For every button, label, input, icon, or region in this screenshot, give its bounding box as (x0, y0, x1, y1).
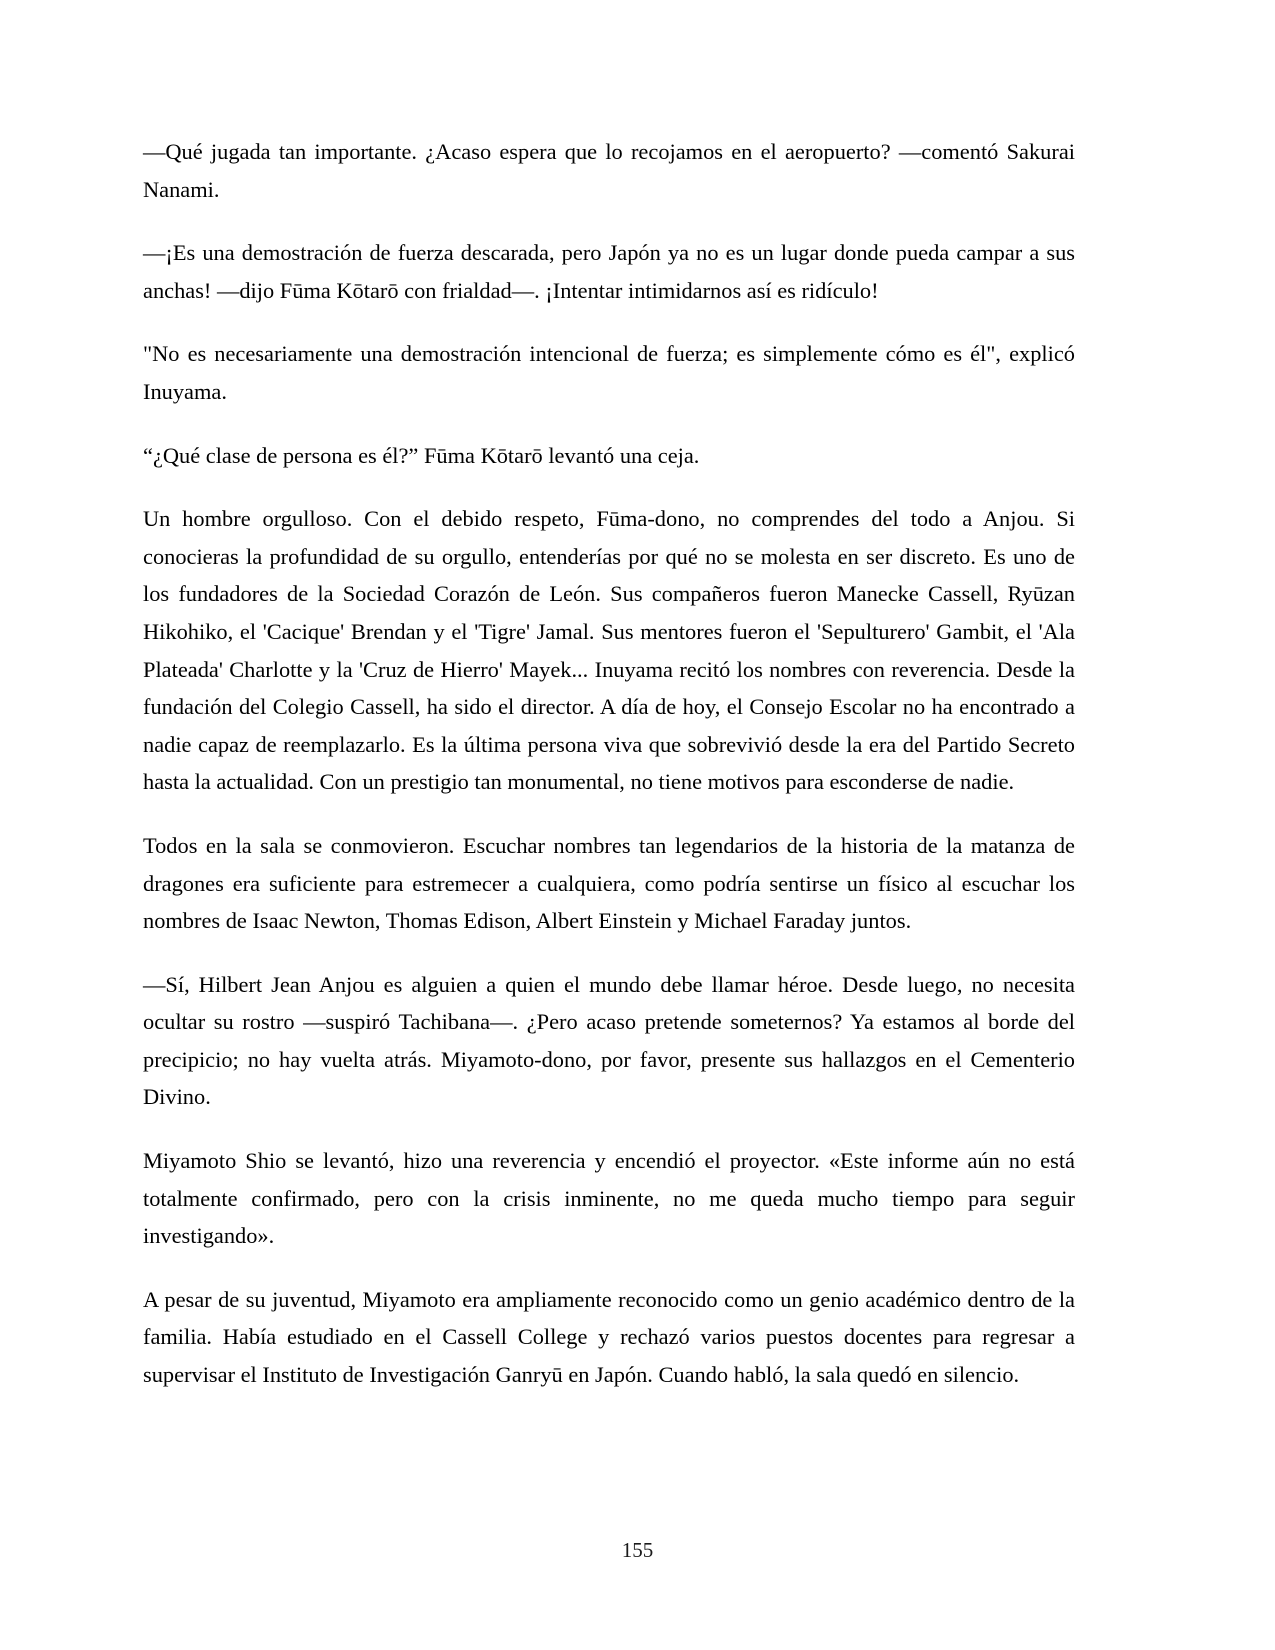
paragraph: "No es necesariamente una demostración intencional de fuerza; es simplemente cómo es él", explicó Inuyama. (143, 341, 1075, 404)
page-number: 155 (621, 1538, 654, 1562)
paragraph: Miyamoto Shio se levantó, hizo una reverencia y encendió el proyector. «Este informe aún no está totalmente confirmado, pero con la crisis inminente, no me queda mucho tiempo para seguir investigando». (143, 1148, 1075, 1249)
body-text-column (143, 133, 1075, 1394)
paragraph: A pesar de su juventud, Miyamoto era ampliamente reconocido como un genio académico dentro de la familia. Había estudiado en el Cassell College y rechazó varios puestos docentes para regresar a supervisar el Instituto de Investigación Ganryū en Japón. Cuando habló, la sala quedó en silencio. (143, 1286, 1075, 1388)
paragraph: Todos en la sala se conmovieron. Escuchar nombres tan legendarios de la historia de la matanza de dragones era suficiente para estremecer a cualquiera, como podría sentirse un físico al escuchar los nombres de Isaac Newton, Thomas Edison, Albert Einstein y Michael Faraday juntos. (143, 832, 1075, 934)
paragraph: —Qué jugada tan importante. ¿Acaso espera que lo recojamos en el aeropuerto? —comentó Sakurai Nanami. (143, 139, 1075, 202)
paragraph: —Sí, Hilbert Jean Anjou es alguien a quien el mundo debe llamar héroe. Desde luego, no necesita ocultar su rostro —suspiró Tachibana—. ¿Pero acaso pretende someternos? Ya estamos al borde del precipicio; no hay vuelta atrás. Miyamoto-dono, por favor, presente sus hallazgos en el Cementerio Divino. (143, 971, 1075, 1110)
paragraph: Un hombre orgulloso. Con el debido respeto, Fūma-dono, no comprendes del todo a Anjou. Si conocieras la profundidad de su orgullo, entenderías por qué no se molesta en ser discreto. Es uno de los fundadores de la Sociedad Corazón de León. Sus compañeros fueron Manecke Cassell, Ryūzan Hikohiko, el 'Cacique' Brendan y el 'Tigre' Jamal. Sus mentores fueron el 'Sepulturero' Gambit, el 'Ala Plateada' Charlotte y la 'Cruz de Hierro' Mayek... Inuyama recitó los nombres con reverencia. Desde la fundación del Colegio Cassell, ha sido el director. A día de hoy, el Consejo Escolar no ha encontrado a nadie capaz de reemplazarlo. Es la última persona viva que sobrevivió desde la era del Partido Secreto hasta la actualidad. Con un prestigio tan monumental, no tiene motivos para esconderse de nadie. (143, 506, 1075, 795)
paragraph: “¿Qué clase de persona es él?” Fūma Kōtarō levantó una ceja. (143, 442, 700, 468)
paragraph: —¡Es una demostración de fuerza descarada, pero Japón ya no es un lugar donde pueda campar a sus anchas! —dijo Fūma Kōtarō con frialdad—. ¡Intentar intimidarnos así es ridículo! (143, 240, 1075, 303)
